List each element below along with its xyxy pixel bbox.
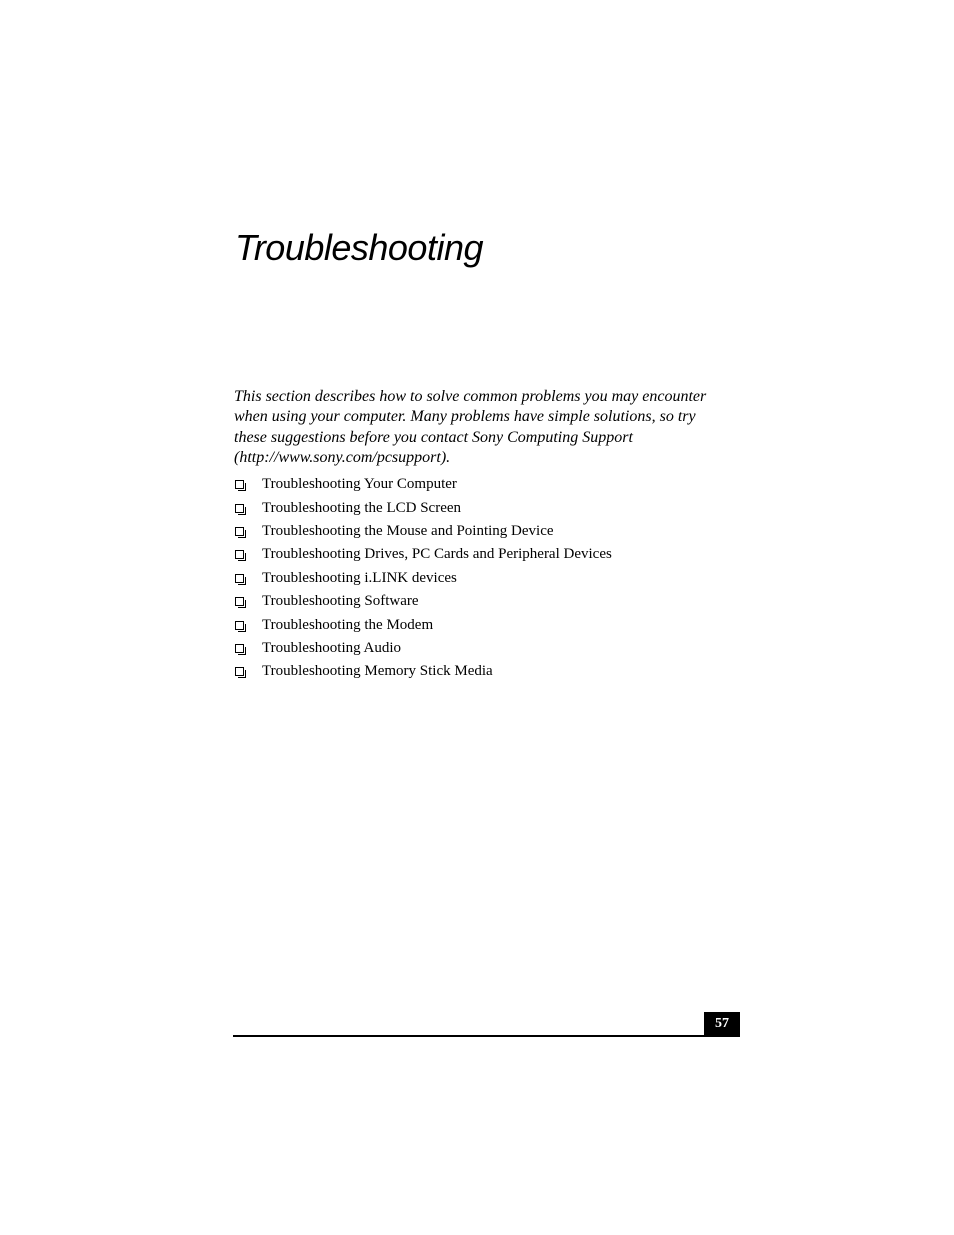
intro-line: when using your computer. Many problems have simple solutions, so try [234,408,696,426]
checkbox-icon [235,480,244,489]
intro-line: (http://www.sony.com/pcsupport). [234,448,451,466]
checkbox-icon [235,597,244,606]
footer-rule [233,1035,740,1037]
topic-link-modem[interactable]: Troubleshooting the Modem [262,616,434,633]
checkbox-icon [235,667,244,676]
topic-item-software [234,590,612,613]
topic-item-audio [234,637,612,660]
topic-link-lcd-screen[interactable]: Troubleshooting the LCD Screen [262,499,462,516]
checkbox-icon [235,574,244,583]
topic-item-lcd-screen [234,496,612,519]
topic-link-drives-pc-cards[interactable]: Troubleshooting Drives, PC Cards and Peripheral Devices [262,546,612,563]
checkbox-icon [235,527,244,536]
checkbox-icon [235,644,244,653]
topic-item-modem [234,613,612,636]
topic-item-your-computer [234,473,612,496]
topic-link-mouse-pointing-device[interactable]: Troubleshooting the Mouse and Pointing Device [262,522,554,539]
topic-link-software[interactable]: Troubleshooting Software [262,593,419,610]
topic-item-mouse-pointing-device [234,520,612,543]
page-title: Troubleshooting [235,227,483,268]
topic-link-audio[interactable]: Troubleshooting Audio [262,639,402,656]
topic-item-ilink-devices [234,567,612,590]
topic-item-memory-stick [234,660,612,683]
topic-link-memory-stick[interactable]: Troubleshooting Memory Stick Media [262,663,493,680]
page-number: 57 [704,1012,740,1036]
intro-line: This section describes how to solve common problems you may encounter [234,388,707,405]
checkbox-icon [235,550,244,559]
intro-line: these suggestions before you contact Sony Computing Support [234,428,633,446]
intro-paragraph [234,387,746,468]
topic-item-drives-pc-cards [234,543,612,566]
checkbox-icon [235,621,244,630]
checkbox-icon [235,504,244,513]
topic-link-your-computer[interactable]: Troubleshooting Your Computer [262,476,457,493]
topic-link-ilink-devices[interactable]: Troubleshooting i.LINK devices [262,569,457,586]
topic-list [234,473,612,684]
